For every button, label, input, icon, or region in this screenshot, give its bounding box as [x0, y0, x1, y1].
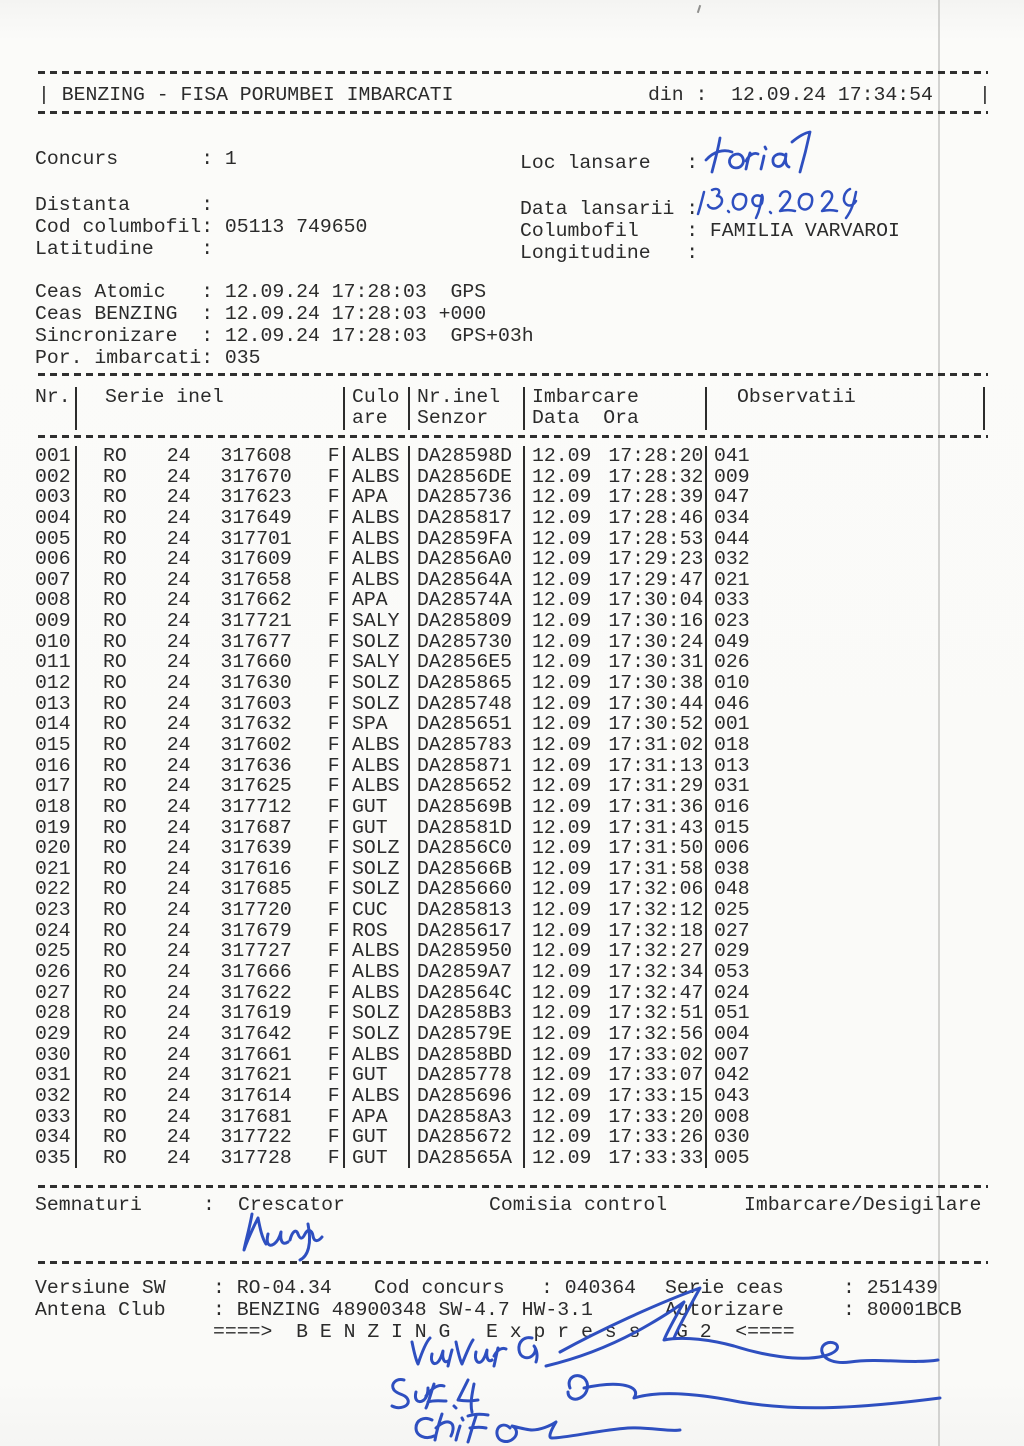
cell-imbarcare: 12.09 17:31:29	[525, 776, 707, 797]
dashed-divider	[38, 1261, 988, 1264]
cell-culoare: SALY	[345, 652, 410, 673]
cell-nr: 019	[35, 818, 77, 839]
page-title: BENZING - FISA PORUMBEI IMBARCATI	[61, 84, 454, 106]
cell-imbarcare: 12.09 17:30:38	[525, 673, 707, 694]
table-row	[35, 1107, 985, 1128]
signature-role-comisia-control: Comisia control	[489, 1194, 668, 1216]
cell-imbarcare: 12.09 17:32:06	[525, 879, 707, 900]
cell-observatii: 042	[714, 1065, 750, 1086]
cell-culoare: APA	[345, 487, 410, 508]
table-row	[35, 673, 985, 694]
cell-observatii: 016	[714, 796, 750, 818]
cell-culoare: CUC	[345, 900, 410, 921]
cell-senzor: DA2856C0	[410, 838, 525, 859]
table-row	[35, 1024, 985, 1045]
cell-imbarcare: 12.09 17:30:16	[525, 611, 707, 632]
cell-observatii: 030	[714, 1127, 750, 1148]
cell-imbarcare: 12.09 17:33:20	[525, 1107, 707, 1128]
cell-nr: 027	[35, 983, 77, 1004]
versiune-sw-label: Versiune SW	[35, 1277, 166, 1299]
cell-nr: 028	[35, 1003, 77, 1024]
cell-serie-inel: RO 24 317614 F	[77, 1086, 345, 1107]
cell-observatii: 009	[714, 466, 750, 488]
table-row	[35, 1148, 985, 1169]
cell-observatii: 025	[714, 900, 750, 921]
col-header-culoare: Culo	[352, 386, 400, 408]
cell-serie-inel: RO 24 317625 F	[77, 776, 345, 797]
handwriting-bottom-signatures	[380, 1280, 980, 1446]
cell-nr: 003	[35, 487, 77, 508]
cell-culoare: ALBS	[345, 756, 410, 777]
autorizare-value: : 80001BCB	[843, 1299, 962, 1321]
cell-culoare: ALBS	[345, 983, 410, 1004]
cell-culoare: ALBS	[345, 1045, 410, 1066]
table-row	[35, 879, 985, 900]
table-row	[35, 694, 985, 715]
cell-culoare: ALBS	[345, 467, 410, 488]
cell-imbarcare: 12.09 17:29:47	[525, 570, 707, 591]
cell-culoare: ALBS	[345, 570, 410, 591]
cell-observatii: 004	[714, 1023, 750, 1045]
cell-imbarcare: 12.09 17:32:51	[525, 1003, 707, 1024]
cell-nr: 020	[35, 838, 77, 859]
border-pipe: |	[38, 84, 50, 106]
dashed-divider	[38, 71, 988, 74]
cell-imbarcare: 12.09 17:30:04	[525, 590, 707, 611]
benzing-express-banner: ====> B E N Z I N G E x p r e s s G 2 <====	[213, 1321, 795, 1343]
cell-observatii: 026	[714, 652, 750, 674]
cell-observatii: 023	[714, 611, 750, 632]
cell-nr: 025	[35, 941, 77, 962]
cell-senzor: DA2858B3	[410, 1003, 525, 1024]
cell-nr: 029	[35, 1024, 77, 1045]
table-row	[35, 508, 985, 529]
cell-imbarcare: 12.09 17:33:33	[525, 1148, 707, 1169]
cell-serie-inel: RO 24 317720 F	[77, 900, 345, 921]
cell-imbarcare: 12.09 17:33:15	[525, 1086, 707, 1107]
field-porumbei-imbarcati: Por. imbarcati: 035	[35, 347, 261, 369]
cell-senzor: DA28579E	[410, 1024, 525, 1045]
cell-observatii: 006	[714, 838, 750, 859]
cell-culoare: GUT	[345, 1127, 410, 1148]
field-distanta: Distanta :	[35, 194, 214, 216]
dashed-divider	[38, 111, 988, 114]
cell-observatii: 010	[714, 673, 750, 694]
handwriting-crescator-signature	[238, 1204, 368, 1266]
field-ceas-benzing: Ceas BENZING : 12.09.24 17:28:03 +000	[35, 303, 487, 325]
cell-serie-inel: RO 24 317619 F	[77, 1003, 345, 1024]
cell-observatii: 015	[714, 817, 750, 839]
cell-culoare: APA	[345, 590, 410, 611]
cell-observatii: 021	[714, 569, 750, 591]
col-header-serie-inel: Serie inel	[105, 386, 224, 408]
handwriting-loc-lansare-and-date	[692, 126, 892, 236]
cell-serie-inel: RO 24 317603 F	[77, 694, 345, 715]
cell-culoare: SOLZ	[345, 632, 410, 653]
cell-senzor: DA285696	[410, 1086, 525, 1107]
cell-imbarcare: 12.09 17:33:07	[525, 1065, 707, 1086]
cell-culoare: ROS	[345, 921, 410, 942]
cell-serie-inel: RO 24 317621 F	[77, 1065, 345, 1086]
cell-imbarcare: 12.09 17:30:31	[525, 652, 707, 673]
cell-observatii: 047	[714, 487, 750, 508]
cell-imbarcare: 12.09 17:31:50	[525, 838, 707, 859]
cell-imbarcare: 12.09 17:32:47	[525, 983, 707, 1004]
cell-nr: 014	[35, 714, 77, 735]
cell-observatii: 048	[714, 879, 750, 901]
cod-concurs-value: : 040364	[541, 1277, 636, 1299]
cell-imbarcare: 12.09 17:32:34	[525, 962, 707, 983]
cell-nr: 022	[35, 879, 77, 900]
field-loc-lansare: Loc lansare :	[520, 152, 699, 174]
pigeon-table-body	[35, 446, 985, 1168]
table-row	[35, 962, 985, 983]
cell-serie-inel: RO 24 317721 F	[77, 611, 345, 632]
cell-serie-inel: RO 24 317622 F	[77, 983, 345, 1004]
cell-nr: 035	[35, 1148, 77, 1169]
autorizare-label: Autorizare	[665, 1299, 784, 1321]
table-header: Nr. Serie inel Culo are Nr.inel Senzor Imbarcare Data Ora Observatii	[35, 387, 985, 430]
cell-culoare: GUT	[345, 1065, 410, 1086]
col-header-observatii: Observatii	[737, 386, 856, 408]
border-pipe: |	[979, 84, 991, 106]
cell-nr: 004	[35, 508, 77, 529]
cell-serie-inel: RO 24 317660 F	[77, 652, 345, 673]
signatures-label: Semnaturi	[35, 1194, 142, 1216]
table-row	[35, 467, 985, 488]
signature-role-crescator: Crescator	[238, 1194, 345, 1216]
col-header-nr: Nr.	[35, 386, 71, 408]
cell-serie-inel: RO 24 317616 F	[77, 859, 345, 880]
field-ceas-atomic: Ceas Atomic : 12.09.24 17:28:03 GPS	[35, 281, 487, 303]
cell-nr: 023	[35, 900, 77, 921]
cell-imbarcare: 12.09 17:33:26	[525, 1127, 707, 1148]
cell-nr: 026	[35, 962, 77, 983]
table-row	[35, 1003, 985, 1024]
clock-section	[35, 281, 534, 369]
cell-culoare: ALBS	[345, 962, 410, 983]
table-row	[35, 859, 985, 880]
cell-serie-inel: RO 24 317681 F	[77, 1107, 345, 1128]
cell-culoare: SOLZ	[345, 1024, 410, 1045]
cell-nr: 016	[35, 756, 77, 777]
cell-serie-inel: RO 24 317687 F	[77, 818, 345, 839]
table-row	[35, 1127, 985, 1148]
cell-imbarcare: 12.09 17:29:23	[525, 549, 707, 570]
cell-senzor: DA285950	[410, 941, 525, 962]
field-concurs: Concurs : 1	[35, 148, 237, 170]
cell-culoare: ALBS	[345, 735, 410, 756]
cell-senzor: DA28581D	[410, 818, 525, 839]
cell-senzor: DA285865	[410, 673, 525, 694]
table-row	[35, 756, 985, 777]
field-data-lansarii: Data lansarii :	[520, 198, 699, 220]
field-longitudine: Longitudine :	[520, 242, 699, 264]
cell-senzor: DA285736	[410, 487, 525, 508]
table-row	[35, 1065, 985, 1086]
cell-imbarcare: 12.09 17:30:52	[525, 714, 707, 735]
table-row	[35, 838, 985, 859]
cell-imbarcare: 12.09 17:31:43	[525, 818, 707, 839]
field-latitudine: Latitudine :	[35, 238, 214, 260]
cell-senzor: DA28564C	[410, 983, 525, 1004]
cell-nr: 013	[35, 694, 77, 715]
cell-imbarcare: 12.09 17:28:53	[525, 529, 707, 550]
table-row	[35, 776, 985, 797]
cell-senzor: DA285652	[410, 776, 525, 797]
cell-senzor: DA285748	[410, 694, 525, 715]
cell-culoare: SOLZ	[345, 1003, 410, 1024]
cell-senzor: DA28598D	[410, 446, 525, 467]
cell-culoare: ALBS	[345, 446, 410, 467]
table-row	[35, 570, 985, 591]
cell-serie-inel: RO 24 317623 F	[77, 487, 345, 508]
cell-observatii: 043	[714, 1085, 750, 1107]
cell-senzor: DA28564A	[410, 570, 525, 591]
col-header-senzor: Nr.inel	[417, 386, 501, 408]
cell-serie-inel: RO 24 317727 F	[77, 941, 345, 962]
cell-serie-inel: RO 24 317677 F	[77, 632, 345, 653]
cell-imbarcare: 12.09 17:31:02	[525, 735, 707, 756]
col-header-imbarcare: Imbarcare	[532, 386, 639, 408]
table-row	[35, 818, 985, 839]
cell-senzor: DA285660	[410, 879, 525, 900]
table-row	[35, 632, 985, 653]
cell-nr: 033	[35, 1107, 77, 1128]
cell-imbarcare: 12.09 17:33:02	[525, 1045, 707, 1066]
cell-culoare: GUT	[345, 1148, 410, 1169]
cell-nr: 005	[35, 529, 77, 550]
cell-serie-inel: RO 24 317722 F	[77, 1127, 345, 1148]
cell-imbarcare: 12.09 17:30:44	[525, 694, 707, 715]
cell-nr: 008	[35, 590, 77, 611]
cell-nr: 001	[35, 446, 77, 467]
cell-senzor: DA285617	[410, 921, 525, 942]
cell-senzor: DA285778	[410, 1065, 525, 1086]
serie-ceas-value: : 251439	[843, 1277, 938, 1299]
cell-serie-inel: RO 24 317609 F	[77, 549, 345, 570]
cell-serie-inel: RO 24 317608 F	[77, 446, 345, 467]
dashed-divider	[38, 435, 988, 438]
cell-culoare: GUT	[345, 818, 410, 839]
cell-culoare: SOLZ	[345, 673, 410, 694]
table-row	[35, 735, 985, 756]
cell-nr: 030	[35, 1045, 77, 1066]
cell-nr: 006	[35, 549, 77, 570]
antena-club-label: Antena Club	[35, 1299, 166, 1321]
document-header	[38, 84, 453, 106]
table-row	[35, 714, 985, 735]
cell-observatii: 008	[714, 1106, 750, 1128]
cell-culoare: ALBS	[345, 941, 410, 962]
cell-serie-inel: RO 24 317666 F	[77, 962, 345, 983]
cell-nr: 021	[35, 859, 77, 880]
cell-observatii: 027	[714, 920, 750, 942]
cell-observatii: 007	[714, 1044, 750, 1066]
cell-senzor: DA2858BD	[410, 1045, 525, 1066]
dashed-divider	[38, 1185, 988, 1188]
cell-culoare: ALBS	[345, 549, 410, 570]
cell-senzor: DA2856E5	[410, 652, 525, 673]
cell-senzor: DA2858A3	[410, 1107, 525, 1128]
cell-nr: 010	[35, 632, 77, 653]
cell-culoare: ALBS	[345, 776, 410, 797]
signature-role-imbarcare-desigilare: Imbarcare/Desigilare	[744, 1194, 982, 1216]
cell-senzor: DA285651	[410, 714, 525, 735]
cell-nr: 017	[35, 776, 77, 797]
table-row	[35, 1086, 985, 1107]
signatures-colon: :	[203, 1194, 215, 1216]
cell-culoare: GUT	[345, 797, 410, 818]
cell-imbarcare: 12.09 17:31:36	[525, 797, 707, 818]
table-row	[35, 611, 985, 632]
table-row	[35, 983, 985, 1004]
cell-culoare: SOLZ	[345, 859, 410, 880]
cell-serie-inel: RO 24 317639 F	[77, 838, 345, 859]
cell-imbarcare: 12.09 17:30:24	[525, 632, 707, 653]
cell-observatii: 031	[714, 776, 750, 797]
cell-senzor: DA2856A0	[410, 549, 525, 570]
cell-imbarcare: 12.09 17:31:13	[525, 756, 707, 777]
table-row	[35, 797, 985, 818]
cell-senzor: DA28574A	[410, 590, 525, 611]
cell-senzor: DA2856DE	[410, 467, 525, 488]
cell-observatii: 024	[714, 982, 750, 1004]
cell-observatii: 005	[714, 1147, 750, 1169]
cell-nr: 024	[35, 921, 77, 942]
cell-serie-inel: RO 24 317661 F	[77, 1045, 345, 1066]
cell-observatii: 051	[714, 1003, 750, 1024]
cell-culoare: SOLZ	[345, 694, 410, 715]
cell-senzor: DA28566B	[410, 859, 525, 880]
cell-nr: 034	[35, 1127, 77, 1148]
cell-observatii: 038	[714, 858, 750, 880]
cell-senzor: DA285871	[410, 756, 525, 777]
cell-culoare: ALBS	[345, 529, 410, 550]
table-row	[35, 529, 985, 550]
cell-senzor: DA285813	[410, 900, 525, 921]
cell-imbarcare: 12.09 17:28:20	[525, 446, 707, 467]
cell-serie-inel: RO 24 317636 F	[77, 756, 345, 777]
cell-culoare: SOLZ	[345, 879, 410, 900]
cell-nr: 007	[35, 570, 77, 591]
table-row	[35, 487, 985, 508]
cell-serie-inel: RO 24 317685 F	[77, 879, 345, 900]
cell-senzor: DA285817	[410, 508, 525, 529]
cell-serie-inel: RO 24 317649 F	[77, 508, 345, 529]
cell-imbarcare: 12.09 17:28:46	[525, 508, 707, 529]
table-row	[35, 590, 985, 611]
cell-culoare: SALY	[345, 611, 410, 632]
cell-nr: 011	[35, 652, 77, 673]
cell-observatii: 013	[714, 755, 750, 777]
field-columbofil: Columbofil : FAMILIA VARVAROI	[520, 220, 900, 242]
cell-nr: 018	[35, 797, 77, 818]
antena-club-value: : BENZING 48900348 SW-4.7 HW-3.1	[213, 1299, 593, 1321]
table-row	[35, 941, 985, 962]
cell-serie-inel: RO 24 317658 F	[77, 570, 345, 591]
field-cod-columbofil: Cod columbofil: 05113 749650	[35, 216, 368, 238]
cell-observatii: 029	[714, 941, 750, 963]
cell-nr: 009	[35, 611, 77, 632]
cell-imbarcare: 12.09 17:32:27	[525, 941, 707, 962]
cell-serie-inel: RO 24 317679 F	[77, 921, 345, 942]
table-row	[35, 652, 985, 673]
field-sincronizare: Sincronizare : 12.09.24 17:28:03 GPS+03h	[35, 325, 534, 347]
cell-serie-inel: RO 24 317632 F	[77, 714, 345, 735]
cell-serie-inel: RO 24 317712 F	[77, 797, 345, 818]
cell-observatii: 032	[714, 549, 750, 570]
cell-imbarcare: 12.09 17:32:12	[525, 900, 707, 921]
cell-nr: 002	[35, 467, 77, 488]
cell-senzor: DA28569B	[410, 797, 525, 818]
cell-observatii: 044	[714, 528, 750, 550]
cell-serie-inel: RO 24 317728 F	[77, 1148, 345, 1169]
printed-datetime: din : 12.09.24 17:34:54	[648, 84, 933, 106]
cell-observatii: 041	[714, 446, 750, 467]
cell-imbarcare: 12.09 17:32:56	[525, 1024, 707, 1045]
cell-nr: 015	[35, 735, 77, 756]
cell-serie-inel: RO 24 317602 F	[77, 735, 345, 756]
cell-serie-inel: RO 24 317642 F	[77, 1024, 345, 1045]
cell-observatii: 046	[714, 693, 750, 715]
cell-imbarcare: 12.09 17:28:32	[525, 467, 707, 488]
cell-observatii: 049	[714, 631, 750, 653]
cell-culoare: ALBS	[345, 1086, 410, 1107]
cell-culoare: SOLZ	[345, 838, 410, 859]
cell-serie-inel: RO 24 317701 F	[77, 529, 345, 550]
serie-ceas-label: Serie ceas	[665, 1277, 784, 1299]
table-row	[35, 549, 985, 570]
cod-concurs-label: Cod concurs	[374, 1277, 505, 1299]
cell-observatii: 053	[714, 962, 750, 983]
cell-serie-inel: RO 24 317662 F	[77, 590, 345, 611]
cell-culoare: APA	[345, 1107, 410, 1128]
cell-observatii: 034	[714, 507, 750, 529]
table-row	[35, 900, 985, 921]
scan-speck	[697, 5, 701, 13]
cell-serie-inel: RO 24 317670 F	[77, 467, 345, 488]
cell-nr: 032	[35, 1086, 77, 1107]
cell-senzor: DA2859FA	[410, 529, 525, 550]
cell-imbarcare: 12.09 17:32:18	[525, 921, 707, 942]
cell-nr: 031	[35, 1065, 77, 1086]
table-row	[35, 446, 985, 467]
cell-senzor: DA285730	[410, 632, 525, 653]
cell-senzor: DA2859A7	[410, 962, 525, 983]
cell-nr: 012	[35, 673, 77, 694]
cell-imbarcare: 12.09 17:28:39	[525, 487, 707, 508]
table-row	[35, 1045, 985, 1066]
cell-culoare: SPA	[345, 714, 410, 735]
cell-senzor: DA285672	[410, 1127, 525, 1148]
cell-serie-inel: RO 24 317630 F	[77, 673, 345, 694]
cell-observatii: 033	[714, 590, 750, 612]
cell-senzor: DA285809	[410, 611, 525, 632]
cell-imbarcare: 12.09 17:31:58	[525, 859, 707, 880]
cell-culoare: ALBS	[345, 508, 410, 529]
cell-senzor: DA285783	[410, 735, 525, 756]
versiune-sw-value: : RO-04.34	[213, 1277, 332, 1299]
cell-observatii: 018	[714, 734, 750, 756]
dashed-divider	[38, 373, 988, 376]
cell-senzor: DA28565A	[410, 1148, 525, 1169]
table-row	[35, 921, 985, 942]
cell-observatii: 001	[714, 714, 750, 735]
